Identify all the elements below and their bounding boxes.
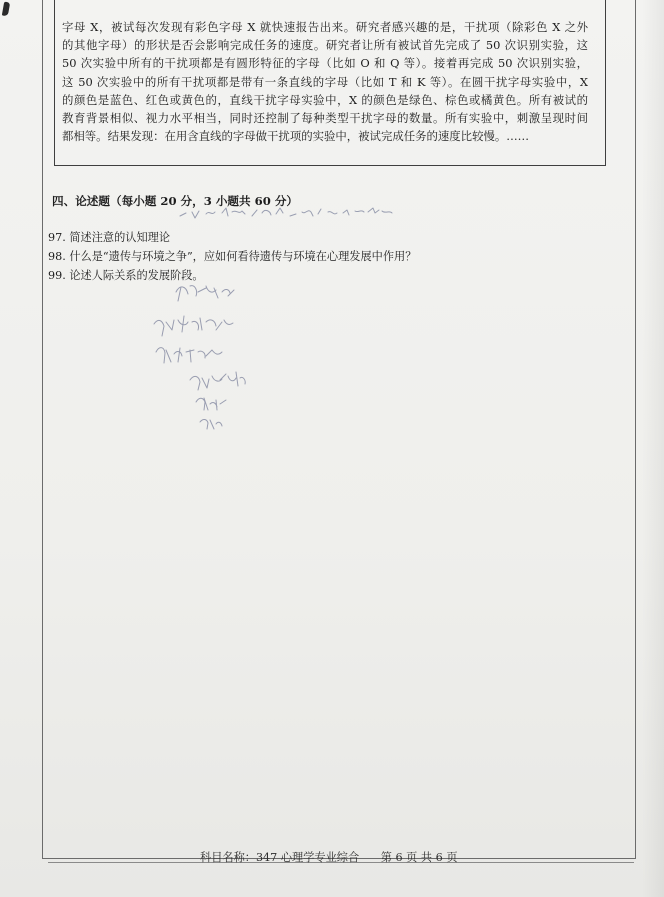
page-footer <box>200 849 458 865</box>
passage-line: 50 次实验中所有的干扰项都是有圆形特征的字母（比如 O 和 Q 等）。接着再完成 50 次识别实验， <box>62 56 588 71</box>
question-97: 97. 简述注意的认知理论 <box>48 231 171 244</box>
question-99: 99. 论述人际关系的发展阶段。 <box>48 269 204 282</box>
question-list <box>48 228 416 285</box>
passage-text <box>62 18 588 145</box>
question-98: 98. 什么是“遗传与环境之争”，应如何看待遗传与环境在心理发展中作用？ <box>48 250 417 263</box>
passage-line: 的其他字母）的形状是否会影响完成任务的速度。研究者让所有被试首先完成了 50 次识别实验，这 <box>62 38 588 53</box>
passage-line: 都相等。结果发现：在用含直线的字母做干扰项的实验中，被试完成任务的速度比较慢。…… <box>62 129 530 144</box>
passage-line: 字母 X，被试每次发现有彩色字母 X 就快速报告出来。研究者感兴趣的是，干扰项（除彩色 X 之外 <box>62 20 588 34</box>
scan-shadow <box>642 0 664 897</box>
section-title: 四、论述题（每小题 20 分，3 小题共 60 分） <box>52 194 299 208</box>
footer-page-number: 第 6 页 共 6 页 <box>380 851 458 864</box>
passage-line: 这 50 次实验中的所有干扰项都是带有一条直线的字母（比如 T 和 K 等）。在圆干扰字母实验中，X <box>62 74 588 89</box>
passage-line: 的颜色是蓝色、红色或黄色的，直线干扰字母实验中，X 的颜色是绿色、棕色或橘黄色。所有被试的 <box>62 92 588 107</box>
footer-subject: 科目名称：347 心理学专业综合 <box>200 851 360 864</box>
passage-line: 教育背景相似、视力水平相当，同时还控制了每种类型干扰字母的数量。所有实验中，刺激呈现时间 <box>62 110 588 125</box>
scan-artifact <box>2 2 10 17</box>
